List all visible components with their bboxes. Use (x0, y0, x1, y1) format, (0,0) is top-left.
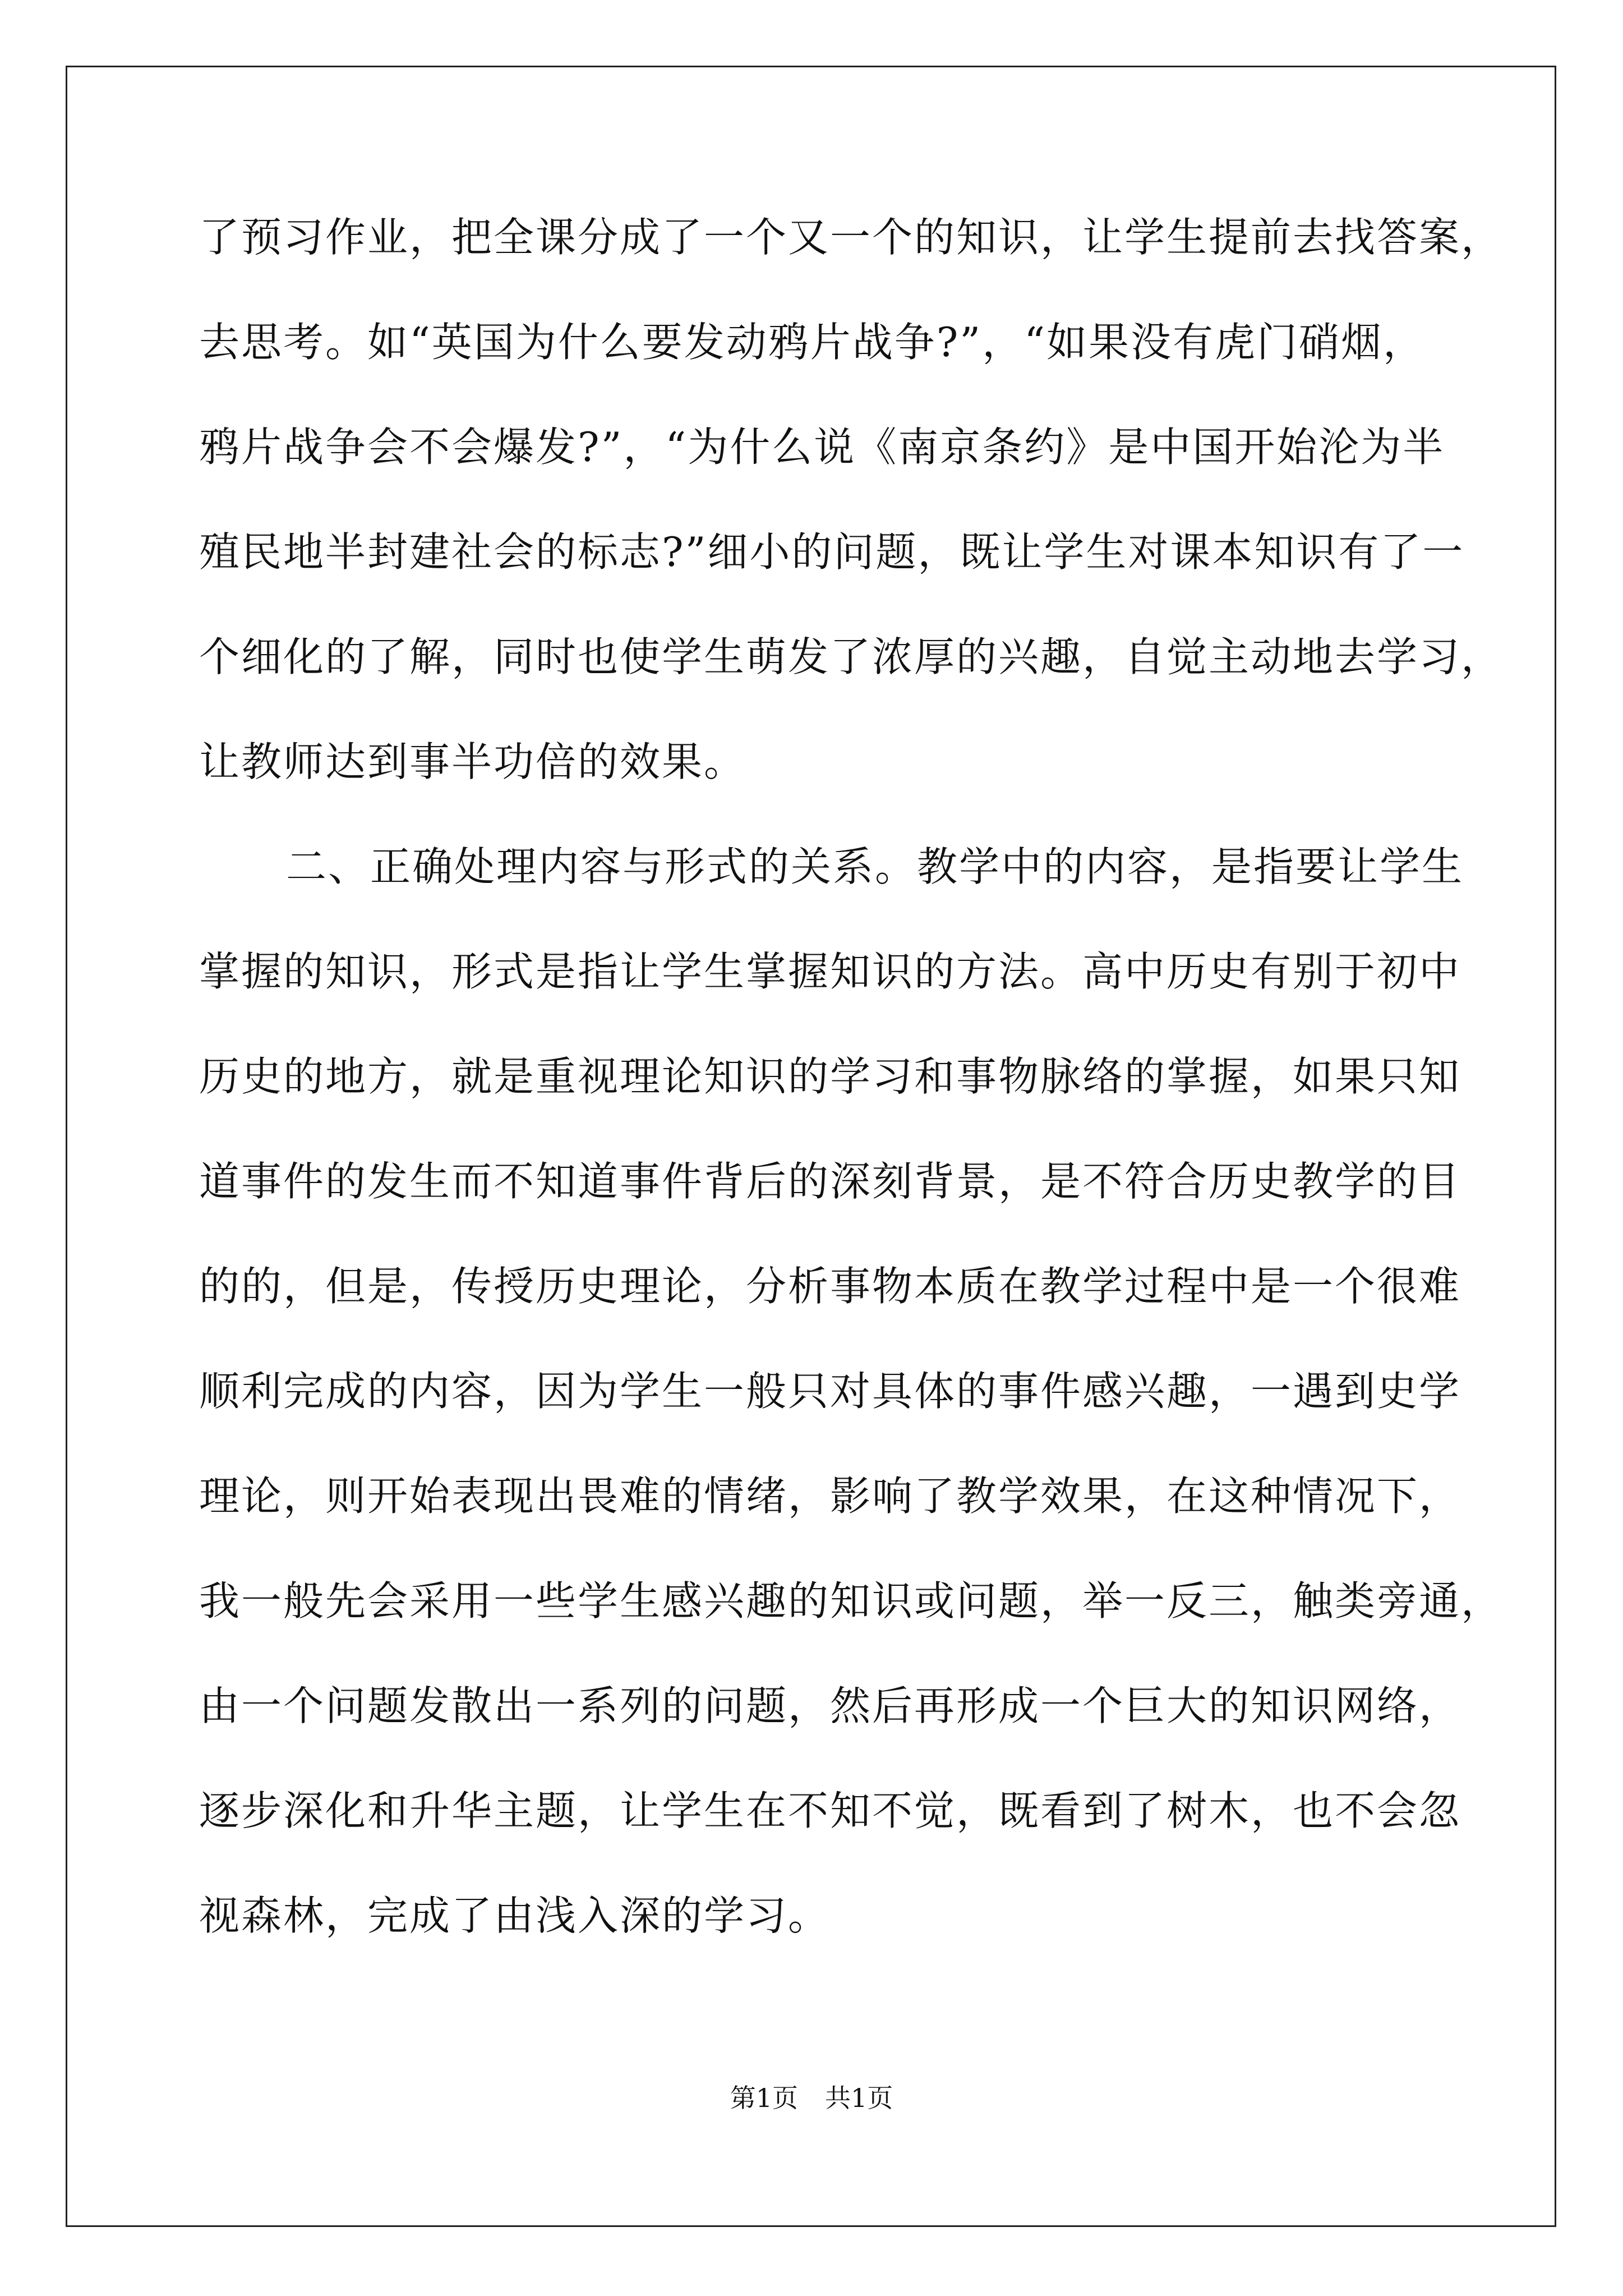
page-total: 共1页 (825, 2083, 893, 2113)
text-line: 历史的地方，就是重视理论知识的学习和事物脉络的掌握，如果只知 (199, 1053, 1461, 1100)
text-line: 殖民地半封建社会的标志?”细小的问题，既让学生对课本知识有了一 (199, 528, 1465, 576)
paragraph-1 (199, 185, 1504, 815)
text-line: 让教师达到事半功倍的效果。 (199, 738, 746, 785)
text-line: 逐步深化和升华主题，让学生在不知不觉，既看到了树木，也不会忽 (199, 1787, 1461, 1834)
page-number: 第1页 (730, 2083, 798, 2113)
text-line: 掌握的知识，形式是指让学生掌握知识的方法。高中历史有别于初中 (199, 948, 1461, 995)
page-footer (0, 2081, 1623, 2115)
text-line: 了预习作业，把全课分成了一个又一个的知识，让学生提前去找答案， (199, 214, 1504, 261)
text-line: 个细化的了解，同时也使学生萌发了浓厚的兴趣，自觉主动地去学习， (199, 633, 1504, 680)
text-line: 顺利完成的内容，因为学生一般只对具体的事件感兴趣，一遇到史学 (199, 1368, 1461, 1415)
text-line: 由一个问题发散出一系列的问题，然后再形成一个巨大的知识网络， (199, 1682, 1461, 1729)
text-line: 鸦片战争会不会爆发?”，“为什么说《南京条约》是中国开始沦为半 (199, 424, 1445, 471)
text-line: 我一般先会采用一些学生感兴趣的知识或问题，举一反三，触类旁通， (199, 1577, 1504, 1625)
text-line: 道事件的发生而不知道事件背后的深刻背景，是不符合历史教学的目 (199, 1158, 1461, 1205)
text-line: 理论，则开始表现出畏难的情绪，影响了教学效果，在这种情况下， (199, 1473, 1461, 1520)
document-body (199, 185, 1504, 1968)
text-line: 去思考。如“英国为什么要发动鸦片战争?”，“如果没有虎门硝烟， (199, 319, 1426, 366)
text-line: 二、正确处理内容与形式的关系。教学中的内容，是指要让学生 (286, 843, 1464, 890)
text-line: 视森林，完成了由浅入深的学习。 (199, 1892, 831, 1939)
text-line: 的的，但是，传授历史理论，分析事物本质在教学过程中是一个很难 (199, 1263, 1461, 1310)
paragraph-2 (199, 815, 1504, 1968)
